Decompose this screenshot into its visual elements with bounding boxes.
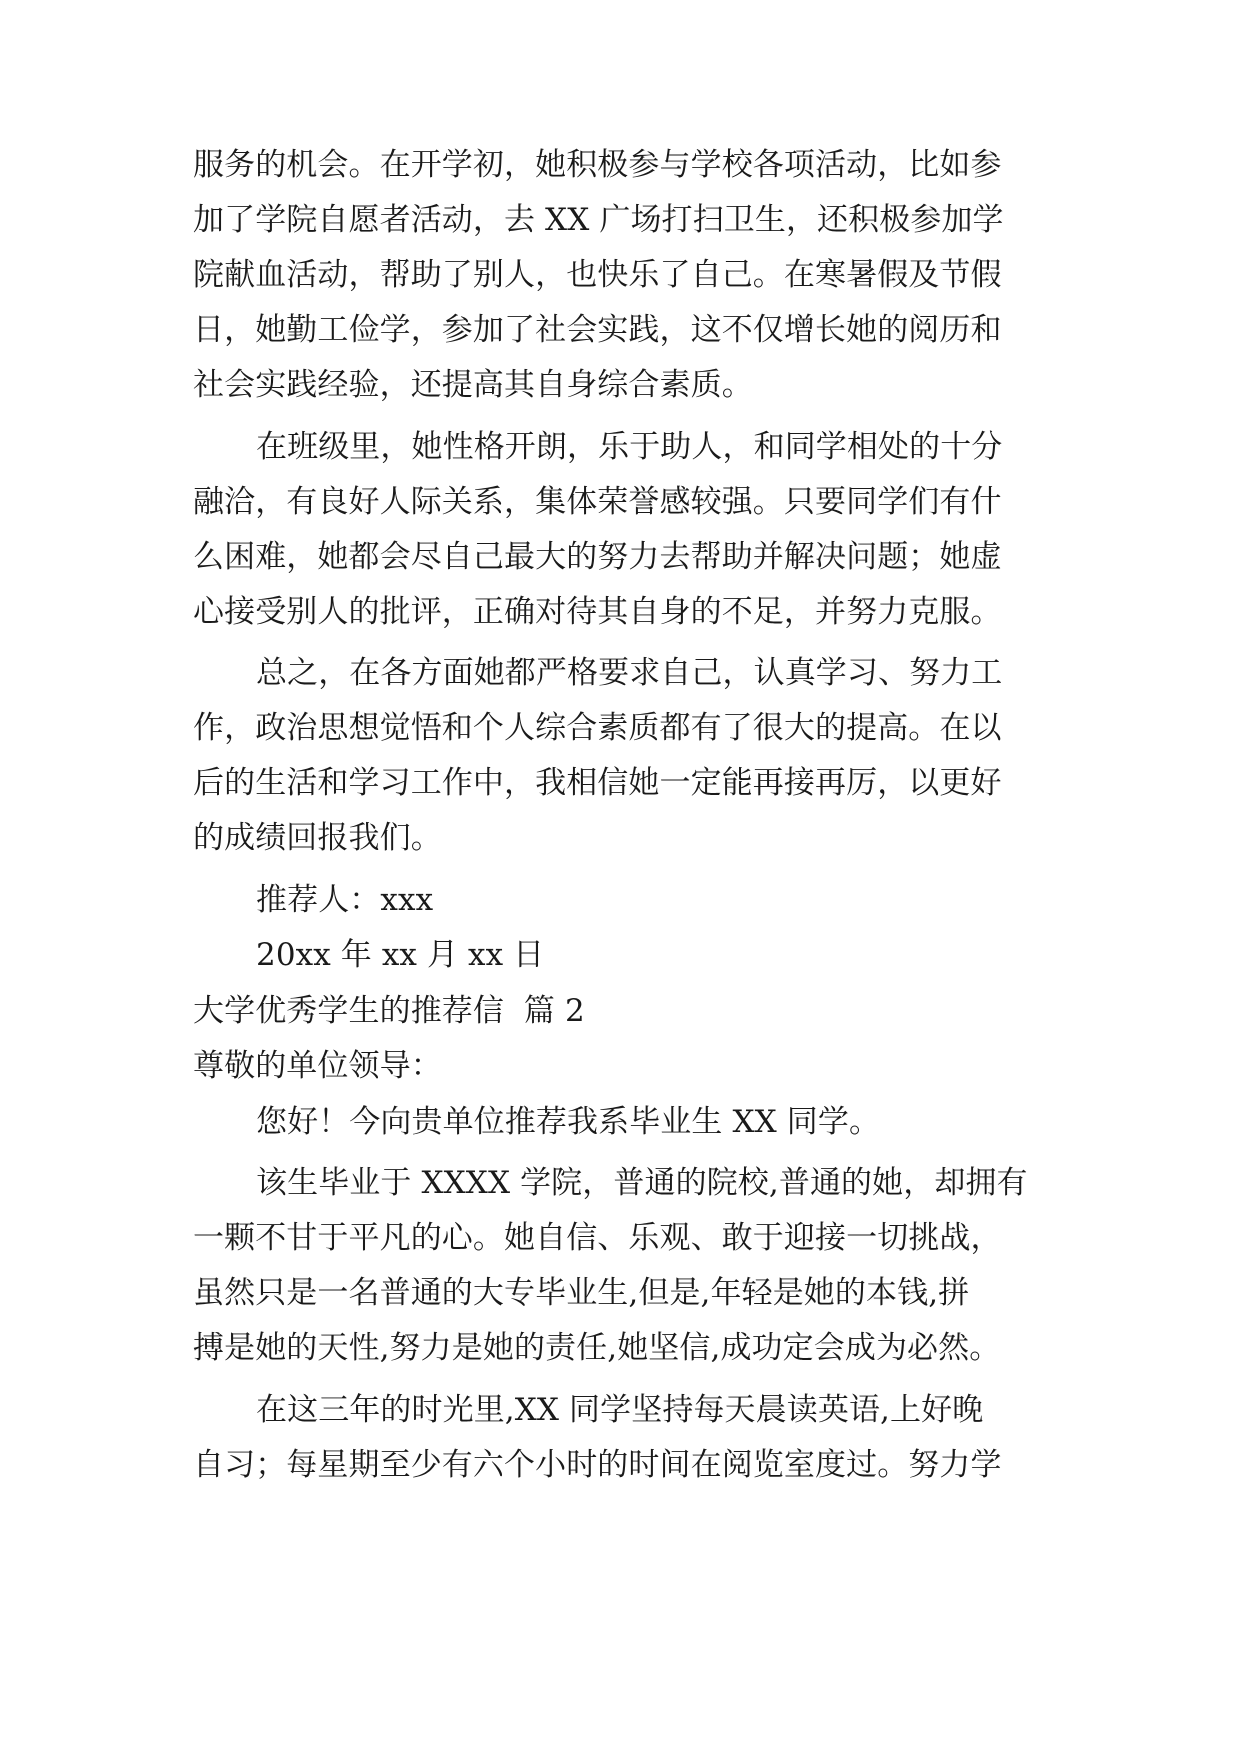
signature: 推荐人：xxx [256,882,434,918]
paragraph-4-line: 搏是她的天性,努力是她的责任,她坚信,成功定会成为必然。 [193,1330,1001,1366]
paragraph-2-line: 在班级里，她性格开朗，乐于助人，和同学相处的十分 [256,429,1003,465]
paragraph-3-line: 总之，在各方面她都严格要求自己，认真学习、努力工 [256,655,1003,691]
paragraph-5-line: 自习；每星期至少有六个小时的时间在阅览室度过。努力学 [193,1447,1002,1483]
paragraph-3-line: 的成绩回报我们。 [193,820,442,856]
paragraph-2-line: 么困难，她都会尽自己最大的努力去帮助并解决问题；她虚 [193,539,1002,575]
paragraph-2-line: 融洽，有良好人际关系，集体荣誉感较强。只要同学们有什 [193,484,1002,520]
paragraph-5-line: 在这三年的时光里,XX 同学坚持每天晨读英语,上好晚 [256,1392,984,1428]
paragraph-4-line: 虽然只是一名普通的大专毕业生,但是,年轻是她的本钱,拼 [193,1275,970,1311]
salutation: 尊敬的单位领导： [193,1048,442,1084]
paragraph-4-line: 该生毕业于 XXXX 学院，普通的院校,普通的她，却拥有 [256,1165,1028,1201]
paragraph-2-line: 心接受别人的批评，正确对待其自身的不足，并努力克服。 [193,594,1002,630]
paragraph-1-line: 日，她勤工俭学，参加了社会实践，这不仅增长她的阅历和 [193,312,1002,348]
date: 20xx 年 xx 月 xx 日 [256,937,545,973]
paragraph-1-line: 院献血活动，帮助了别人，也快乐了自己。在寒暑假及节假 [193,257,1002,293]
paragraph-1-line: 社会实践经验，还提高其自身综合素质。 [193,367,753,403]
paragraph-4-line: 一颗不甘于平凡的心。她自信、乐观、敢于迎接一切挑战， [193,1220,1002,1256]
paragraph-3-line: 后的生活和学习工作中，我相信她一定能再接再厉，以更好 [193,765,1002,801]
paragraph-1-line: 服务的机会。在开学初，她积极参与学校各项活动，比如参 [193,147,1002,183]
paragraph-1-line: 加了学院自愿者活动，去 XX 广场打扫卫生，还积极参加学 [193,202,1004,238]
greeting: 您好！今向贵单位推荐我系毕业生 XX 同学。 [256,1104,881,1140]
section-title: 大学优秀学生的推荐信 篇 2 [193,993,585,1029]
paragraph-3-line: 作，政治思想觉悟和个人综合素质都有了很大的提高。在以 [193,710,1002,746]
